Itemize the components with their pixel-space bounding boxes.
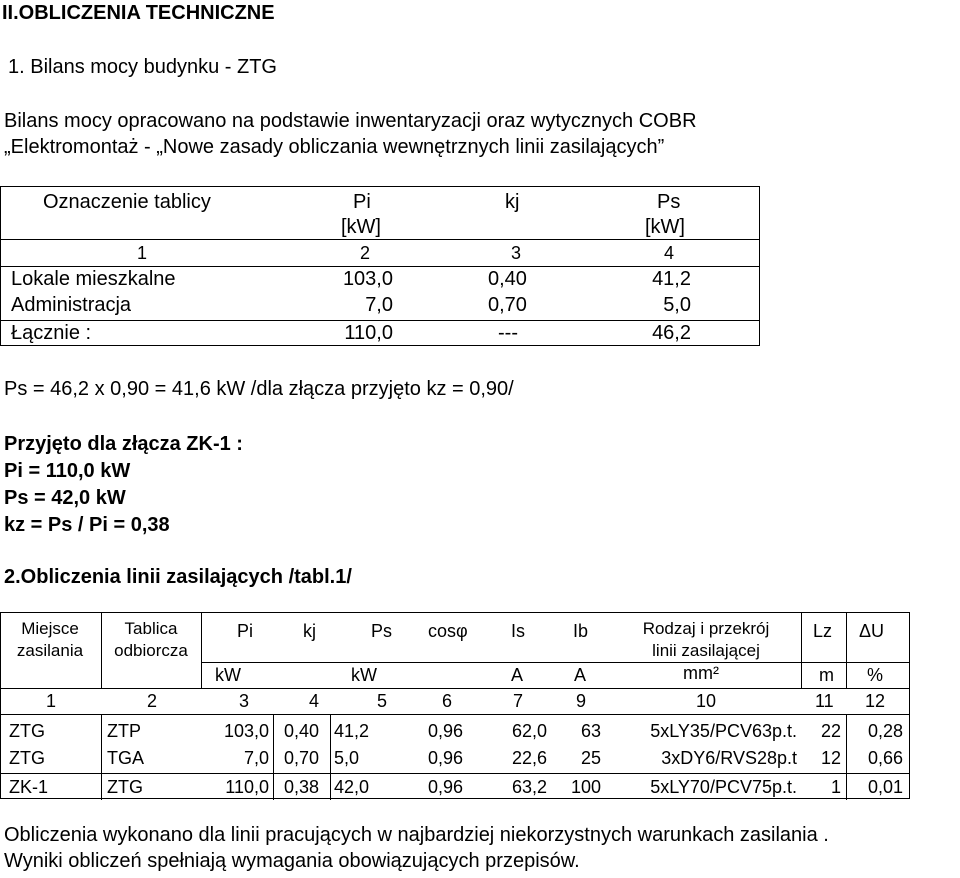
header-board: Tablica odbiorcza — [114, 619, 188, 660]
col-number: 2 — [360, 243, 371, 263]
unit-percent: % — [867, 665, 884, 685]
header-delta-u: ΔU — [859, 621, 885, 641]
col-number: 3 — [511, 243, 522, 263]
unit-ib: A — [574, 665, 587, 685]
header-pi: Pi — [237, 621, 254, 641]
table-rule — [846, 714, 847, 800]
header-is: Is — [511, 621, 526, 641]
cell-ps: 5,0 — [334, 748, 360, 768]
intro-line-2: „Elektromontaż - „Nowe zasady obliczania wewnętrznych linii zasilających” — [4, 136, 665, 158]
col-number: 5 — [377, 691, 388, 711]
cell-line-type: 5xLY35/PCV63p.t. — [650, 721, 797, 741]
cell-pi: 7,0 — [243, 748, 269, 768]
unit-is: A — [511, 665, 524, 685]
cell-supply-point: ZK-1 — [9, 777, 49, 797]
cell-supply-point: ZTG — [9, 748, 45, 768]
table-rule — [1, 239, 759, 240]
cell-ib: 100 — [570, 777, 601, 797]
adopted-ps: Ps = 42,0 kW — [4, 487, 126, 509]
cell-pi: 103,0 — [223, 721, 269, 741]
row-ps: 5,0 — [663, 294, 691, 316]
row-pi: 7,0 — [365, 294, 393, 316]
unit-pi: kW — [215, 665, 241, 685]
unit-m: m — [819, 665, 834, 685]
cell-ib: 25 — [580, 748, 601, 768]
header-supply-point: Miejsce zasilania — [16, 619, 84, 660]
header-cosphi: cosφ — [428, 621, 468, 641]
unit-mm2: mm² — [683, 663, 719, 683]
adopted-title: Przyjęto dla złącza ZK-1 : — [4, 433, 243, 455]
cell-is: 22,6 — [511, 748, 547, 768]
table-rule — [273, 714, 274, 800]
header-pi: Pi — [353, 191, 371, 213]
cell-kj: 0,70 — [284, 748, 320, 768]
cell-cosphi: 0,96 — [428, 748, 464, 768]
row-kj: 0,70 — [488, 294, 527, 316]
table-rule — [101, 613, 102, 688]
footer-line-1: Obliczenia wykonano dla linii pracujących w najbardziej niekorzystnych warunkach zasilania . — [4, 824, 829, 846]
col-number: 2 — [147, 691, 158, 711]
cell-line-type: 5xLY70/PCV75p.t. — [650, 777, 797, 797]
col-number: 4 — [664, 243, 675, 263]
col-number: 3 — [239, 691, 250, 711]
col-number: 1 — [46, 691, 57, 711]
cell-delta-u: 0,28 — [867, 721, 903, 741]
cell-lz: 1 — [830, 777, 841, 797]
total-pi: 110,0 — [344, 322, 393, 344]
table-rule — [201, 613, 202, 688]
adopted-pi: Pi = 110,0 kW — [4, 460, 131, 482]
section-title: II.OBLICZENIA TECHNICZNE — [2, 2, 275, 24]
cell-ps: 42,0 — [334, 777, 370, 797]
cell-lz: 22 — [820, 721, 841, 741]
cell-kj: 0,40 — [284, 721, 320, 741]
header-designation: Oznaczenie tablicy — [43, 191, 211, 213]
cell-supply-point: ZTG — [9, 721, 45, 741]
col-number: 12 — [865, 691, 886, 711]
cell-kj: 0,38 — [284, 777, 320, 797]
table-rule — [201, 662, 909, 663]
col-number: 1 — [137, 243, 148, 263]
col-number: 4 — [309, 691, 320, 711]
header-lz: Lz — [813, 621, 833, 641]
adopted-kz: kz = Ps / Pi = 0,38 — [4, 514, 170, 536]
col-number: 7 — [513, 691, 524, 711]
table-rule — [846, 613, 847, 688]
row-label: Lokale mieszkalne — [11, 268, 176, 290]
supply-lines-table — [0, 612, 910, 799]
table-rule — [1, 714, 909, 715]
header-ib: Ib — [573, 621, 589, 641]
cell-cosphi: 0,96 — [428, 777, 464, 797]
cell-delta-u: 0,01 — [867, 777, 903, 797]
footer-line-2: Wyniki obliczeń spełniają wymagania obowiązujących przepisów. — [4, 850, 580, 872]
table-rule — [801, 613, 802, 688]
table-rule — [101, 714, 102, 800]
row-kj: 0,40 — [488, 268, 527, 290]
cell-lz: 12 — [820, 748, 841, 768]
col-number: 11 — [815, 691, 834, 711]
row-pi: 103,0 — [342, 268, 393, 290]
cell-board: TGA — [107, 748, 145, 768]
row-label: Administracja — [11, 294, 132, 316]
power-balance-table — [0, 186, 760, 346]
table-rule — [1, 688, 909, 689]
cell-pi: 110,0 — [225, 777, 269, 797]
header-ps: Ps — [657, 191, 681, 213]
header-line-type: Rodzaj i przekrój linii zasilającej — [642, 619, 770, 660]
table-rule — [330, 714, 331, 800]
unit-pi: [kW] — [341, 216, 381, 238]
cell-is: 62,0 — [511, 721, 547, 741]
col-number: 9 — [576, 691, 587, 711]
header-ps: Ps — [371, 621, 393, 641]
table-rule — [1, 320, 759, 321]
total-label: Łącznie : — [11, 322, 92, 344]
col-number: 6 — [442, 691, 453, 711]
total-ps: 46,2 — [652, 322, 691, 344]
cell-board: ZTP — [107, 721, 141, 741]
unit-ps: kW — [351, 665, 377, 685]
intro-line-1: Bilans mocy opracowano na podstawie inwentaryzacji oraz wytycznych COBR — [4, 110, 697, 132]
cell-is: 63,2 — [511, 777, 547, 797]
subsection-title-1: 1. Bilans mocy budynku - ZTG — [8, 56, 277, 78]
total-kj: --- — [498, 322, 518, 344]
cell-cosphi: 0,96 — [428, 721, 464, 741]
unit-ps: [kW] — [645, 216, 685, 238]
col-number: 10 — [696, 691, 717, 711]
row-ps: 41,2 — [652, 268, 691, 290]
header-kj: kj — [505, 191, 520, 213]
cell-board: ZTG — [107, 777, 143, 797]
header-kj: kj — [303, 621, 316, 641]
table-rule — [1, 773, 909, 774]
subsection-title-2: 2.Obliczenia linii zasilających /tabl.1/ — [4, 566, 352, 588]
table-rule — [1, 266, 759, 267]
ps-calculation: Ps = 46,2 x 0,90 = 41,6 kW /dla złącza przyjęto kz = 0,90/ — [4, 378, 514, 400]
cell-delta-u: 0,66 — [867, 748, 903, 768]
cell-ps: 41,2 — [334, 721, 370, 741]
cell-ib: 63 — [580, 721, 601, 741]
cell-line-type: 3xDY6/RVS28p.t — [661, 748, 797, 768]
